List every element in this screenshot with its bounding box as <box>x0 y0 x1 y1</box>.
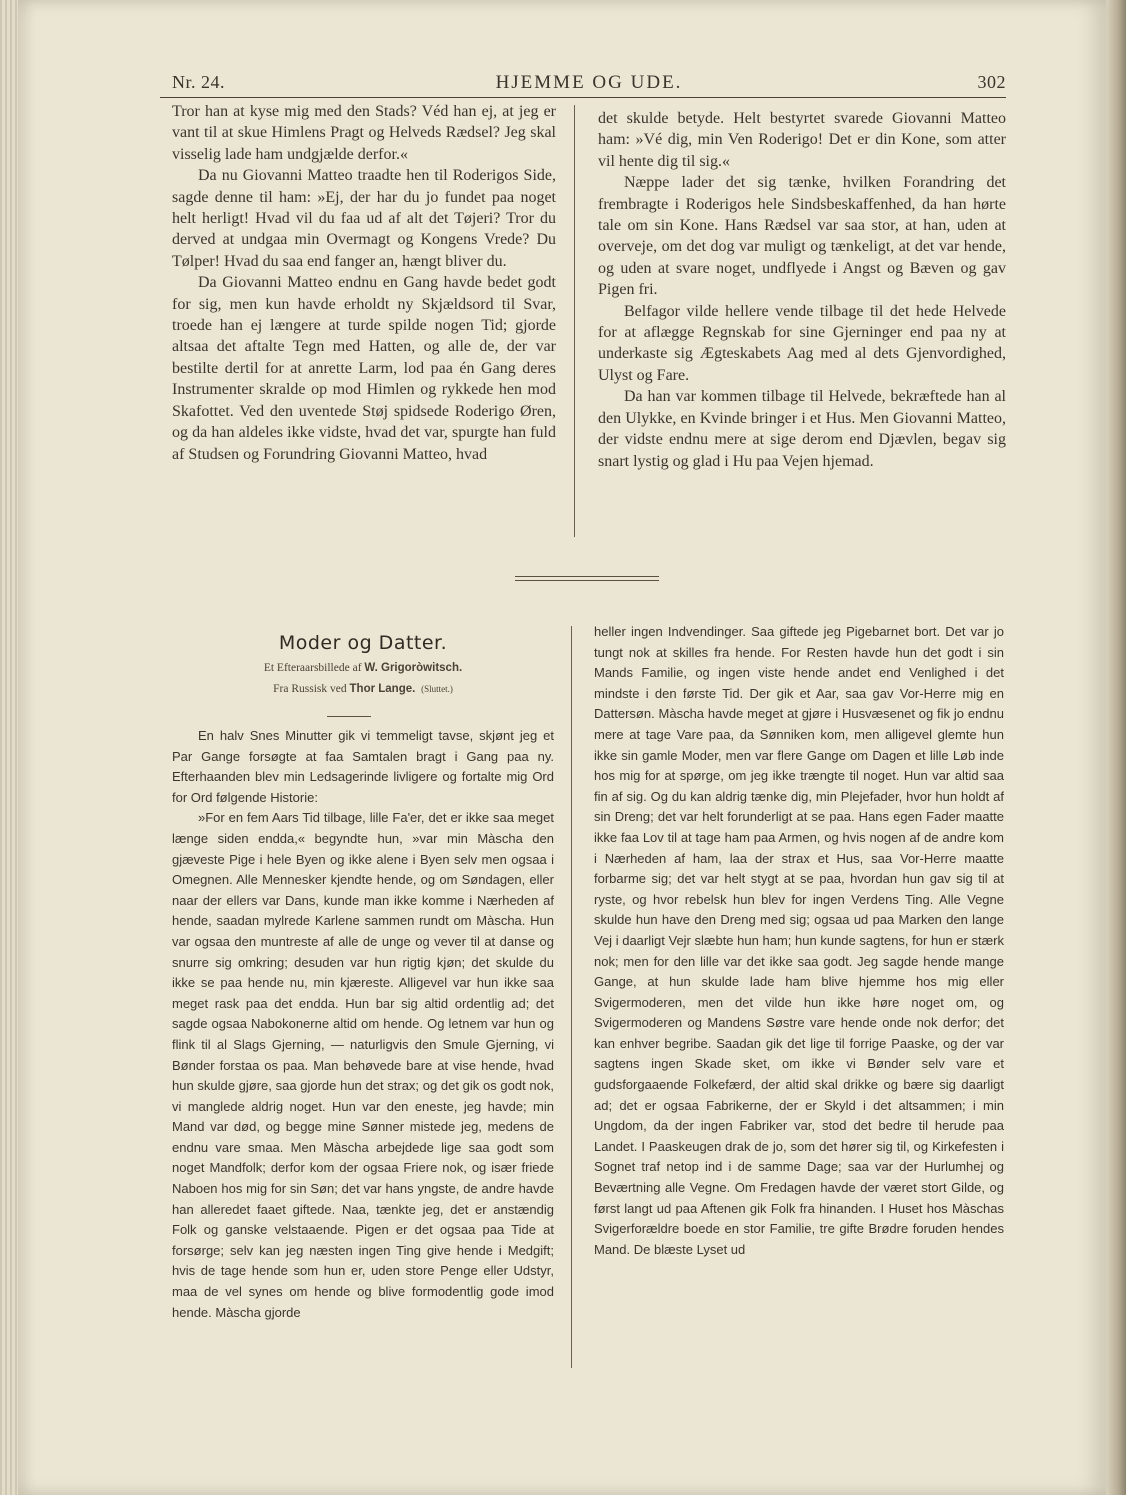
header-rule <box>160 97 1006 98</box>
paragraph: Belfagor vilde hellere vende tilbage til det hede Helvede for at aflægge Regnskab for sine Gjerninger end paa ny at underkaste sig Ægteskabets Aag med al dets Gjenvordighed, Ulyst og Fare. <box>598 302 1006 384</box>
paragraph: »For en fem Aars Tid tilbage, lille Fa'er, det er ikke saa meget længe siden endda,« begyndte hun, »var min Màscha den gjæveste Pige i hele Byen og ikke alene i Byen selv men ogsaa i Omegnen. Alle Mennesker kjendte hende, og om Søndagen, eller naar der ellers var Dans, kunde man ikke komme i Nærheden af hende, saadan mylrede Karlene sammen rundt om Màscha. Hun var ogsaa den muntreste af alle de unge og vever til at danse og snurre sig omkring; desuden var hun rigtig kjøn; det skulde du ikke se paa hende nu, min kjæreste. Alligevel var hun ikke saa meget rask paa det endda. Hun bar sig altid ordentlig ad; det sagde ogsaa Nabokonerne altid om hende. Og letnem var hun og flink til al Slags Gjerning, — naturligvis den Smule Gjerning, vi Bønder forstaa os paa. Man behøvede bare at vise hende, hvad hun skulde gjøre, saa gjorde hun det strax; og det gik os godt nok, vi manglede aldrig noget. Hun var den eneste, jeg havde; min Mand var død, og begge mine Sønner mistede jeg, medens de endnu vare smaa. Men Màscha arbejdede lige saa godt som noget Mandfolk; derfor kom der ogsaa Friere nok, og især friede Naboen hos mig for sin Søn; det var hans yngste, de andre havde han alleredet faaet giftede. Naa, tænkte jeg, det er anstændig Folk og ganske velstaaende. Pigen er det ogsaa paa Tide at forsørge; selv kan jeg næsten ingen Ting give hende i Medgift; hvis de tage hende som hun er, uden store Penge eller Udstyr, maa de vel synes om hende og blive formodentlig gode imod hende. Màscha gjorde <box>172 810 554 1320</box>
paragraph: Da nu Giovanni Matteo traadte hen til Roderigos Side, sagde denne til ham: »Ej, der har du jo fundet paa noget helt herligt! Hvad vil du faa ud af alt det Tøjeri? Tror du derved at undgaa min Overmagt og Kongens Vrede? Du Tølper! Hvad du saa end fanger an, hængt bliver du. <box>172 167 556 270</box>
translator-prefix: Fra Russisk ved <box>273 683 350 695</box>
section-separator <box>515 576 659 581</box>
paragraph: det skulde betyde. Helt bestyrtet svarede Giovanni Matteo ham: »Vé dig, min Ven Roderigo! Det er din Kone, som atter vil hente dig til sig.« <box>598 110 1006 170</box>
lower-column-divider <box>571 626 572 1368</box>
paragraph: Tror han at kyse mig med den Stads? Véd han ej, at jeg er vant til at skue Himlens Pragt og Helveds Rædsel? Jeg skal visselig lade ham undgjælde derfor.« <box>172 103 556 163</box>
lower-right-column <box>594 622 1004 1260</box>
paragraph: En halv Snes Minutter gik vi temmeligt tavse, skjønt jeg et Par Gange forsøgte at faa Samtalen bragt i Gang paa ny. Efterhaanden blev min Ledsagerinde livligere og fortalte mig Ord for Ord følgende Historie: <box>172 728 554 805</box>
upper-column-divider <box>574 105 575 537</box>
upper-left-column <box>172 101 556 465</box>
journal-title: HJEMME OG UDE. <box>495 72 683 93</box>
story-translator <box>172 683 554 695</box>
page-number: 302 <box>977 72 1006 92</box>
paragraph: Da Giovanni Matteo endnu en Gang havde bedet godt for sig, men kun havde erholdt ny Skjældsord til Svar, troede han ej længere at turde spilde nogen Tid; gjorde altsaa det aftalte Tegn med Hatten, og alle de, der var bestilte dertil for at anrette Larm, lod paa én Gang deres Instrumenter skralde op mod Himlen og rykkede hen mod Skafottet. Ved den uventede Støj spidsede Roderigo Øren, og da han aldeles ikke vidste, hvad det var, spurgte han fuld af Studsen og Forundring Giovanni Matteo, hvad <box>172 274 556 463</box>
book-spine-edge <box>0 0 18 1495</box>
story-subtitle <box>172 662 554 674</box>
translator-name: Thor Lange. <box>349 683 416 695</box>
issue-number: Nr. 24. <box>172 72 225 92</box>
running-header <box>172 72 1006 96</box>
paragraph: Da han var kommen tilbage til Helvede, bekræftede han al den Ulykke, en Kvinde bringer i et Hus. Men Giovanni Matteo, der vidste endnu mere at sige derom end Djævlen, begav sig snart lystig og glad i Hu paa Vejen hjemad. <box>598 388 1006 470</box>
upper-right-column <box>598 108 1006 472</box>
lower-left-column <box>172 726 554 1323</box>
subtitle-prefix: Et Efteraarsbillede af <box>263 662 365 674</box>
story-title: Moder og Datter. <box>278 632 448 654</box>
paragraph: Næppe lader det sig tænke, hvilken Forandring det frembragte i Roderigos hele Sindsbeskaffenhed, da han hørte tale om sin Kone. Hans Rædsel var saa stor, at han, uden at overveje, om det dog var muligt og tænkeligt, at det var hende, og uden at svare noget, undflyede i Angst og Bæven og gav Pigen fri. <box>598 174 1006 299</box>
paragraph: heller ingen Indvendinger. Saa giftede jeg Pigebarnet bort. Det var jo tungt nok at skilles fra hende. For Resten havde hun det godt i sin Mands Familie, og ingen viste hende andet end Venlighed i det mindste i den første Tid. Der gik et Aar, saa gav Vor-Herre mig en Dattersøn. Màscha havde meget at gjøre i Husvæsenet og fik jo endnu mere at tage Vare paa, da Sønniken kom, men alligevel glemte hun ikke sin gamle Moder, men var flere Gange om Dagen et lille Løb inde hos mig for at spørge, om jeg ikke trængte til noget. Hun var altid saa fin af sig. Og du kan aldrig tænke dig, min Plejefader, hvor hun holdt af sin Dreng; det var helt forunderligt at se paa. Hans egen Fader maatte ikke faa Lov til at tage ham paa Armen, og hvis nogen af de andre kom i Nærheden af ham, laa der strax et Hus, saa Vor-Herre maatte forbarme sig; det var helt stygt at se paa, hvordan hun gav sig til at ryste, og hvor rebelsk hun blev for ingen Verdens Ting. Alle Vegne skulde hun have den Dreng med sig; ogsaa ud paa Marken den lange Vej i daarligt Vejr slæbte hun ham; hun kunde sagtens, for hun er stærk nok; men for den lille var det ikke saa godt. Jeg sagde hende mange Gange, at hun skulde lade ham blive hjemme hos mig eller Svigermoderen, men det vilde hun ikke høre noget om, og Svigermoderen og Mandens Søstre vare hende onde nok derfor; det kan enhver begribe. Saadan gik det lige til forrige Paaske, og der var sagtens ingen Skade sket, om ikke vi Bønder selv vare et gudsforgaaende Folkefærd, der altid skal drikke og bære sig daarligt ad; det er ogsaa Fabrikerne, der er Skyld i det altsammen; i min Ungdom, da der ingen Fabriker var, stod det bedre til herude paa Landet. I Paaskeugen drak de jo, som det hører sig til, og Kirkefesten i Sognet traf netop ind i de samme Dage; saa var der Hurlumhej og Beværtning alle Vegne. Om Fredagen havde der været stort Gilde, og først langt ud paa Aftenen gik Folk fra hinanden. I Huset hos Màschas Svigerforældre boede en stor Familie, tre gifte Brødre foruden hendes Mand. De blæste Lyset ud <box>594 624 1004 1257</box>
concluded-note: (Sluttet.) <box>421 684 453 694</box>
page-fore-edge <box>1106 0 1126 1495</box>
title-rule <box>327 716 371 717</box>
author-name: W. Grigoròwitsch. <box>364 662 463 674</box>
